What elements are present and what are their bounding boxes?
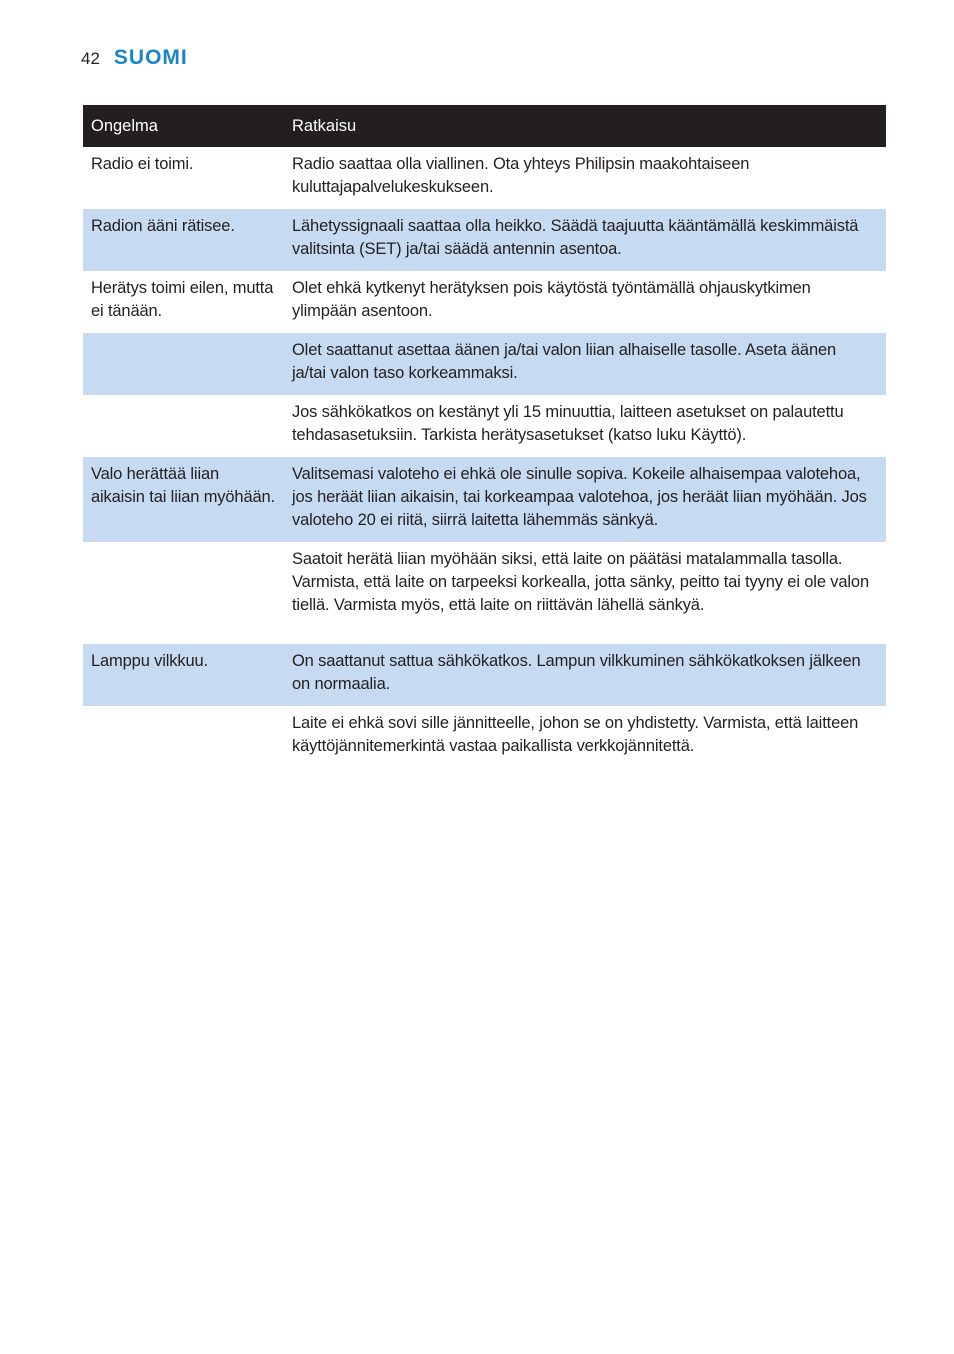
column-header-problem: Ongelma: [83, 105, 284, 147]
troubleshooting-table: [83, 105, 886, 768]
table-row: [83, 644, 886, 706]
table-row: [83, 395, 886, 457]
solution-cell: Olet saattanut asettaa äänen ja/tai valon liian alhaiselle tasolle. Aseta äänen ja/tai valon taso korkeammaksi.: [284, 333, 886, 395]
table-row: [83, 542, 886, 644]
page-header: [81, 46, 188, 76]
solution-cell: Lähetyssignaali saattaa olla heikko. Säädä taajuutta kääntämällä keskimmäistä valitsinta (SET) ja/tai säädä antennin asentoa.: [284, 209, 886, 271]
table-row: [83, 333, 886, 395]
table-row: [83, 147, 886, 209]
problem-cell: Herätys toimi eilen, mutta ei tänään.: [83, 271, 284, 333]
table-row: [83, 706, 886, 768]
solution-cell: On saattanut sattua sähkökatkos. Lampun vilkkuminen sähkökatkoksen jälkeen on normaalia.: [284, 644, 886, 706]
problem-cell: [83, 333, 284, 395]
section-title: SUOMI: [113, 46, 188, 69]
problem-cell: [83, 706, 284, 768]
solution-cell: Saatoit herätä liian myöhään siksi, että laite on päätäsi matalammalla tasolla. Varmista, että laite on tarpeeksi korkealla, jotta sänky, peitto tai tyyny ei ole valon tiellä. Varmista myös, että laite on riittävän lähellä sänkyä.: [284, 542, 886, 644]
solution-cell: Olet ehkä kytkenyt herätyksen pois käytöstä työntämällä ohjauskytkimen ylimpään asentoon.: [284, 271, 886, 333]
solution-cell: Valitsemasi valoteho ei ehkä ole sinulle sopiva. Kokeile alhaisempaa valotehoa, jos heräät liian aikaisin, tai korkeampaa valotehoa, jos heräät liian myöhään. Jos valoteho 20 ei riitä, siirrä laitetta lähemmäs sänkyä.: [284, 457, 886, 542]
table-header-row: [83, 105, 886, 147]
column-header-solution: Ratkaisu: [284, 105, 886, 147]
solution-cell: Laite ei ehkä sovi sille jännitteelle, johon se on yhdistetty. Varmista, että laitteen käyttöjännitemerkintä vastaa paikallista verkkojännitettä.: [284, 706, 886, 768]
problem-cell: [83, 395, 284, 457]
solution-cell: Jos sähkökatkos on kestänyt yli 15 minuuttia, laitteen asetukset on palautettu tehdasasetuksiin. Tarkista herätysasetukset (katso luku Käyttö).: [284, 395, 886, 457]
solution-cell: Radio saattaa olla viallinen. Ota yhteys Philipsin maakohtaiseen kuluttajapalvelukeskukseen.: [284, 147, 886, 209]
problem-cell: Radio ei toimi.: [83, 147, 284, 209]
table-row: [83, 209, 886, 271]
table-row: [83, 457, 886, 542]
problem-cell: Lamppu vilkkuu.: [83, 644, 284, 706]
table-row: [83, 271, 886, 333]
problem-cell: Radion ääni rätisee.: [83, 209, 284, 271]
problem-cell: [83, 542, 284, 644]
problem-cell: Valo herättää liian aikaisin tai liian myöhään.: [83, 457, 284, 542]
page-number: 42: [81, 49, 100, 68]
